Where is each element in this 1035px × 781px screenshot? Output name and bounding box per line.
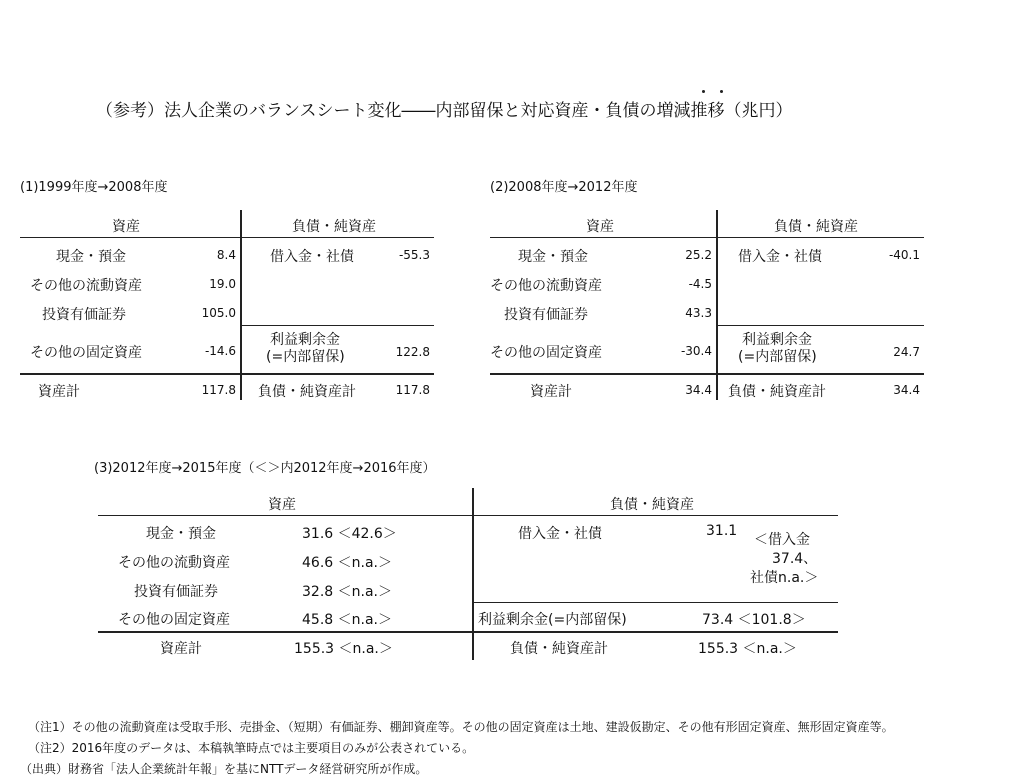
loans-note: 社債n.a.＞ bbox=[750, 570, 819, 586]
liabilities-header: 負債・純資産 bbox=[292, 219, 376, 235]
total-liabilities-label: 負債・純資産計 bbox=[258, 384, 356, 400]
liabilities-header: 負債・純資産 bbox=[774, 219, 858, 235]
row-value: 32.8 ＜n.a.＞ bbox=[302, 584, 392, 600]
loans-label: 借入金・社債 bbox=[738, 249, 822, 265]
total-liabilities-value: 155.3 ＜n.a.＞ bbox=[698, 641, 797, 657]
total-liabilities-value: 34.4 bbox=[893, 383, 920, 397]
row-value: 46.6 ＜n.a.＞ bbox=[302, 555, 392, 571]
total-assets-value: 34.4 bbox=[685, 383, 712, 397]
row-label: その他の流動資産 bbox=[490, 278, 602, 294]
row-value: 43.3 bbox=[685, 306, 712, 320]
loans-label: 借入金・社債 bbox=[518, 526, 602, 542]
row-label: 投資有価証券 bbox=[134, 584, 218, 600]
row-label: 現金・預金 bbox=[56, 249, 126, 265]
row-value: 45.8 ＜n.a.＞ bbox=[302, 612, 392, 628]
total-rule bbox=[20, 373, 434, 375]
row-label: その他の流動資産 bbox=[118, 555, 230, 571]
row-value: -30.4 bbox=[680, 344, 712, 358]
assets-header: 資産 bbox=[268, 497, 296, 513]
retained-value: 24.7 bbox=[893, 345, 920, 359]
retained-value: 73.4 ＜101.8＞ bbox=[702, 612, 806, 628]
emphasis-dot bbox=[720, 90, 723, 93]
row-label: 現金・預金 bbox=[146, 526, 216, 542]
total-liabilities-label: 負債・純資産計 bbox=[728, 384, 826, 400]
row-value: 31.6 ＜42.6＞ bbox=[302, 526, 397, 542]
retained-rule bbox=[474, 602, 838, 603]
source-note: （出典）財務省「法人企業統計年報」を基にNTTデータ経営研究所が作成。 bbox=[20, 762, 428, 776]
loans-note: ＜借入金 bbox=[754, 532, 810, 548]
retained-sublabel: (=内部留保) bbox=[738, 349, 817, 365]
loans-value: 31.1 bbox=[706, 523, 738, 539]
total-assets-value: 117.8 bbox=[201, 383, 236, 397]
total-liabilities-value: 117.8 bbox=[395, 383, 430, 397]
row-value: 25.2 bbox=[685, 248, 712, 262]
row-label: 投資有価証券 bbox=[504, 307, 588, 323]
note-1: （注1）その他の流動資産は受取手形、売掛金、（短期）有価証券、棚卸資産等。その他の固定資産は土地、建設仮勘定、その他有形固定資産、無形固定資産等。 bbox=[28, 720, 894, 734]
total-assets-label: 資産計 bbox=[160, 641, 202, 657]
row-label: 現金・預金 bbox=[518, 249, 588, 265]
retained-rule bbox=[718, 325, 924, 326]
panel-heading: (3)2012年度→2015年度（＜＞内2012年度→2016年度） bbox=[94, 461, 436, 476]
retained-label: 利益剰余金 bbox=[742, 332, 812, 348]
header-rule bbox=[20, 237, 434, 238]
retained-label: 利益剰余金(=内部留保) bbox=[478, 612, 627, 628]
loans-value: -55.3 bbox=[398, 248, 430, 262]
loans-value: -40.1 bbox=[888, 248, 920, 262]
row-value: -4.5 bbox=[688, 277, 712, 291]
total-rule bbox=[98, 631, 838, 633]
column-divider bbox=[240, 210, 242, 400]
row-label: 投資有価証券 bbox=[42, 307, 126, 323]
emphasis-dot bbox=[702, 90, 705, 93]
total-rule bbox=[490, 373, 924, 375]
row-value: -14.6 bbox=[204, 344, 236, 358]
retained-rule bbox=[242, 325, 434, 326]
total-liabilities-label: 負債・純資産計 bbox=[510, 641, 608, 657]
total-assets-value: 155.3 ＜n.a.＞ bbox=[294, 641, 393, 657]
header-rule bbox=[490, 237, 924, 238]
column-divider bbox=[716, 210, 718, 400]
assets-header: 資産 bbox=[586, 219, 614, 235]
row-label: その他の固定資産 bbox=[490, 345, 602, 361]
assets-header: 資産 bbox=[112, 219, 140, 235]
retained-value: 122.8 bbox=[395, 345, 430, 359]
panel-heading: (1)1999年度→2008年度 bbox=[20, 180, 168, 195]
row-label: その他の固定資産 bbox=[30, 345, 142, 361]
page-title: （参考）法人企業のバランスシート変化――内部留保と対応資産・負債の増減推移（兆円） bbox=[96, 101, 793, 121]
row-label: その他の流動資産 bbox=[30, 278, 142, 294]
note-2: （注2）2016年度のデータは、本稿執筆時点では主要項目のみが公表されている。 bbox=[28, 741, 475, 755]
total-assets-label: 資産計 bbox=[38, 384, 80, 400]
row-value: 19.0 bbox=[209, 277, 236, 291]
liabilities-header: 負債・純資産 bbox=[610, 497, 694, 513]
row-label: その他の固定資産 bbox=[118, 612, 230, 628]
row-value: 8.4 bbox=[216, 248, 236, 262]
row-value: 105.0 bbox=[201, 306, 236, 320]
panel-heading: (2)2008年度→2012年度 bbox=[490, 180, 638, 195]
loans-note: 37.4、 bbox=[772, 551, 818, 567]
retained-label: 利益剰余金 bbox=[270, 332, 340, 348]
header-rule bbox=[98, 515, 838, 516]
total-assets-label: 資産計 bbox=[530, 384, 572, 400]
loans-label: 借入金・社債 bbox=[270, 249, 354, 265]
column-divider bbox=[472, 488, 474, 660]
retained-sublabel: (=内部留保) bbox=[266, 349, 345, 365]
